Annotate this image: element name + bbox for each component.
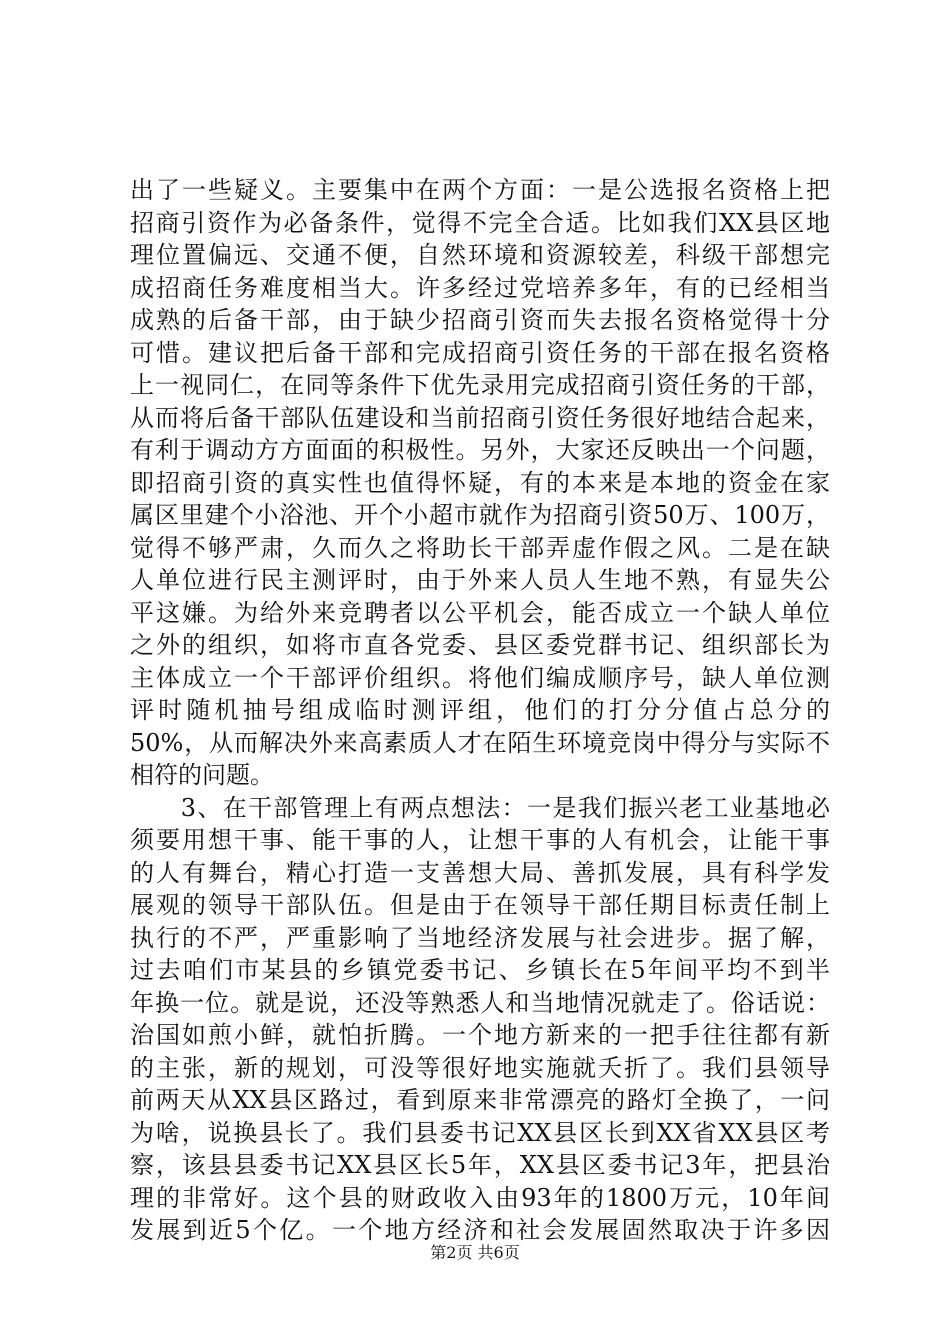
paragraph-2 (130, 792, 830, 1247)
text-line: 察，该县县委书记XX县区长5年，XX县区委书记3年，把县治 (130, 1151, 830, 1179)
text-line: 执行的不严，严重影响了当地经济发展与社会进步。据了解， (130, 923, 830, 952)
text-line: 发展到近5个亿。一个地方经济和社会发展固然取决于许多因 (130, 1216, 830, 1244)
paragraph-1 (130, 174, 830, 792)
text-line: 理位置偏远、交通不便，自然环境和资源较差，科级干部想完 (130, 241, 830, 269)
text-line: 从而将后备干部队伍建设和当前招商引资任务很好地结合起来， (130, 403, 830, 432)
text-line: 前两天从XX县区路过，看到原来非常漂亮的路灯全换了，一问 (130, 1086, 830, 1114)
text-line: 过去咱们市某县的乡镇党委书记、乡镇长在5年间平均不到半 (130, 956, 830, 984)
page-number: 第2页 共6页 (430, 1243, 520, 1262)
text-line: 可惜。建议把后备干部和完成招商引资任务的干部在报名资格 (130, 338, 830, 367)
text-line: 治国如煎小鲜，就怕折腾。一个地方新来的一把手往往都有新 (130, 1021, 830, 1049)
text-line: 50%，从而解决外来高素质人才在陌生环境竞岗中得分与实际不 (130, 728, 830, 757)
text-line: 成招商任务难度相当大。许多经过党培养多年，有的已经相当 (130, 273, 830, 302)
text-line: 成熟的后备干部，由于缺少招商引资而失去报名资格觉得十分 (130, 306, 830, 334)
page-footer (0, 1240, 950, 1263)
text-line: 觉得不够严肃，久而久之将助长干部弄虚作假之风。二是在缺 (130, 533, 830, 562)
text-line: 主体成立一个干部评价组织。将他们编成顺序号，缺人单位测 (130, 663, 830, 692)
text-line: 理的非常好。这个县的财政收入由93年的1800万元，10年间 (130, 1183, 830, 1212)
text-line: 上一视同仁，在同等条件下优先录用完成招商引资任务的干部， (130, 371, 830, 399)
text-line: 招商引资作为必备条件，觉得不完全合适。比如我们XX县区地 (130, 208, 830, 237)
text-line: 为啥，说换县长了。我们县委书记XX县区长到XX省XX县区考 (130, 1118, 830, 1147)
body-text (130, 174, 830, 1247)
text-line: 的人有舞台，精心打造一支善想大局、善抓发展，具有科学发 (130, 858, 830, 887)
text-line: 年换一位。就是说，还没等熟悉人和当地情况就走了。俗话说： (130, 988, 830, 1017)
text-line: 3、在干部管理上有两点想法：一是我们振兴老工业基地必 (130, 793, 830, 822)
text-line: 出了一些疑义。主要集中在两个方面：一是公选报名资格上把 (130, 176, 830, 204)
text-line: 人单位进行民主测评时，由于外来人员人生地不熟，有显失公 (130, 566, 830, 594)
text-line: 的主张，新的规划，可没等很好地实施就夭折了。我们县领导 (130, 1053, 830, 1082)
text-line: 之外的组织，如将市直各党委、县区委党群书记、组织部长为 (130, 631, 830, 659)
text-line: 相符的问题。 (130, 761, 274, 789)
text-line: 评时随机抽号组成临时测评组，他们的打分分值占总分的 (130, 696, 830, 724)
text-line: 属区里建个小浴池、开个小超市就作为招商引资50万、100万， (130, 501, 830, 529)
text-line: 平这嫌。为给外来竞聘者以公平机会，能否成立一个缺人单位 (130, 598, 830, 627)
text-line: 即招商引资的真实性也值得怀疑，有的本来是本地的资金在家 (130, 468, 830, 497)
text-line: 有利于调动方方面面的积极性。另外，大家还反映出一个问题， (130, 436, 830, 464)
text-line: 须要用想干事、能干事的人，让想干事的人有机会，让能干事 (130, 826, 830, 854)
text-line: 展观的领导干部队伍。但是由于在领导干部任期目标责任制上 (130, 891, 830, 919)
